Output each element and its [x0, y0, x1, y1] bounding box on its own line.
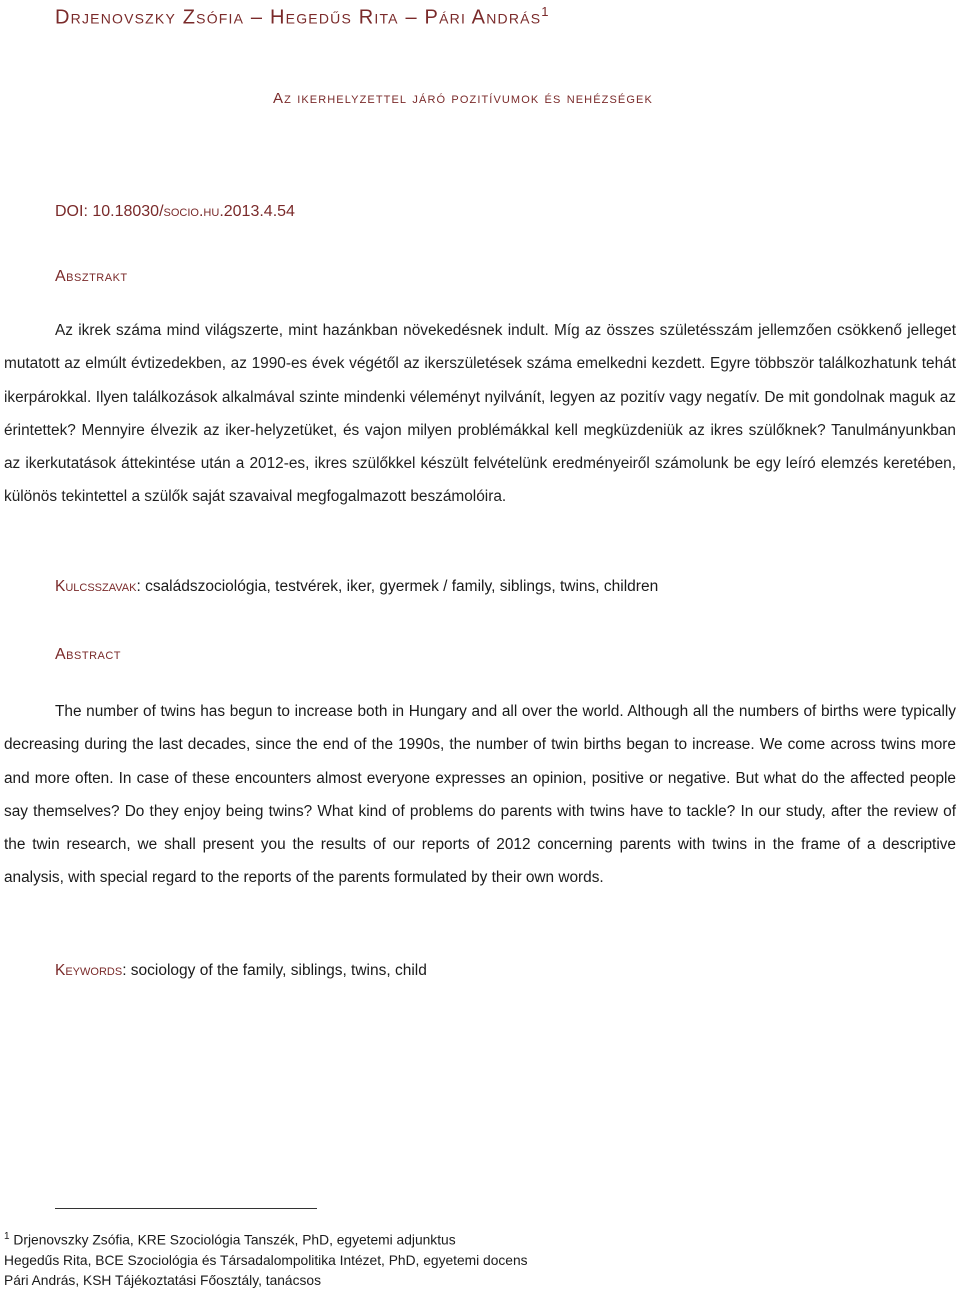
abstract-heading-hu: Absztrakt [55, 268, 128, 285]
footnote-line-2: Hegedűs Rita, BCE Szociológia és Társadalompolitika Intézet, PhD, egyetemi docens [4, 1252, 528, 1268]
author-footnote-marker[interactable]: 1 [541, 4, 549, 19]
keywords-hu [55, 578, 658, 596]
doi[interactable] [55, 203, 295, 221]
abstract-text-en: The number of twins has begun to increase both in Hungary and all over the world. Although all the numbers of births were typically decreasing during the last decades, since the end of the 1990s, the number of twin births began to increase. We come across twins more and more often. In case of these encounters almost everyone expresses an opinion, positive or negative. But what do the affected people say themselves? Do they enjoy being twins? What kind of problems do parents with twins have to tackle? In our study, after the review of the twin research, we shall present you the results of our reports of 2012 concerning parents with twins in the frame of a descriptive analysis, with special regard to the reports of the parents formulated by their own words. [4, 703, 956, 887]
doi-label: DOI: 10.18030/ [55, 203, 164, 220]
doi-suffix: .2013.4.54 [219, 203, 295, 220]
keywords-en [55, 962, 427, 980]
footnote-text-1: Drjenovszky Zsófia, KRE Szociológia Tanszék, PhD, egyetemi adjunktus [9, 1232, 456, 1248]
footnote-line-3: Pári András, KSH Tájékoztatási Főosztály, tanácsos [4, 1272, 321, 1288]
keywords-hu-label: Kulcsszavak [55, 578, 137, 595]
keywords-en-text: : sociology of the family, siblings, twins, child [122, 962, 427, 979]
authors-line [55, 4, 548, 30]
keywords-en-label: Keywords [55, 962, 123, 979]
footnote-marker: 1 [4, 1231, 10, 1242]
authors: Drjenovszky Zsófia – Hegedűs Rita – Pári András [55, 6, 542, 29]
keywords-hu-text: : családszociológia, testvérek, iker, gyermek / family, siblings, twins, children [136, 578, 659, 595]
footnotes [4, 1227, 528, 1291]
footnote-separator [55, 1208, 317, 1209]
article-title: Az ikerhelyzettel járó pozitívumok és nehézségek [273, 90, 653, 107]
abstract-text-hu: Az ikrek száma mind világszerte, mint hazánkban növekedésnek indult. Míg az összes születésszám jellemzően csökkenő jelleget mutatott az elmúlt évtizedekben, az 1990-es évek végétől az ikerszületések száma emelkedni kezdett. Egyre többször találkozhatunk tehát ikerpárokkal. Ilyen találkozások alkalmával szinte mindenki véleményt nyilvánít, legyen az pozitív vagy negatív. De mit gondolnak maguk az érintettek? Mennyire élvezik az iker-helyzetüket, és vajon milyen problémákkal kell megküzdeniük az ikres szülőknek? Tanulmányunkban az ikerkutatások áttekintése után a 2012-es, ikres szülőkkel készült felvételünk eredményeiről számolunk be egy leíró elemzés keretében, különös tekintettel a szülők saját szavaival megfogalmazott beszámolóira. [4, 322, 956, 506]
footnote-line-1 [4, 1227, 528, 1251]
doi-socio: socio.hu [163, 203, 220, 220]
abstract-heading-en: Abstract [55, 646, 122, 663]
